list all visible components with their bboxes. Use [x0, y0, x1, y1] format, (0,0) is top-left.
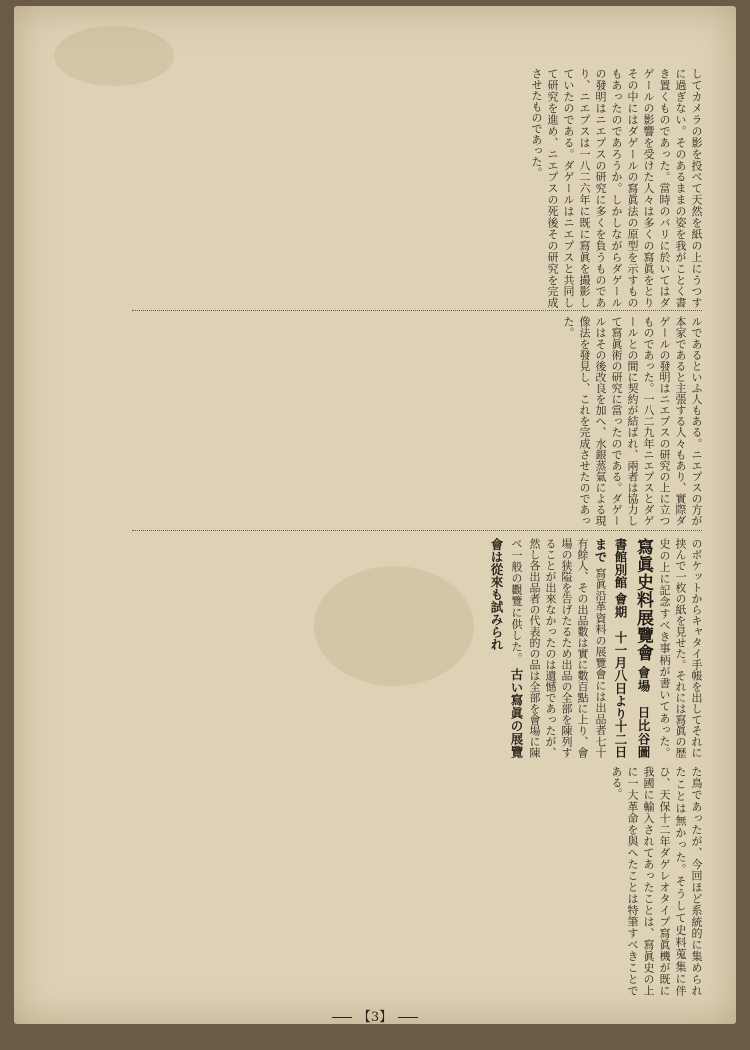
- dotted-divider: [132, 310, 702, 311]
- column-text: ルであるといふ人もある。ニエプスの方が本家であると主張する人々もあり、實際ダゲールの發明はニエプスの研究の上に立つものであった。一八二九年ニエプスとダゲールとの間に契約が結ばれ、兩者は協力して寫眞術の研究に當ったのである。ダゲールはその後改良を加へ、水銀蒸氣による現像法を發見し、これを完成させたのであった。: [562, 316, 703, 526]
- announcement-body: 寫眞沿革資料の展覽會には出品者七十有餘人、その出品數は實に數百點に上り、會場の狭隘を告げたるため出品の全部を陳列することが出來なかったのは遺憾であったが、然し各出品者の代表的の品は全部を會場に陳べ一般の觀覽に供した。: [510, 538, 607, 758]
- page-footer: 【3】: [14, 1006, 736, 1025]
- footer-rule-left: [332, 1017, 352, 1018]
- document-page: [14, 6, 736, 1024]
- dotted-divider: [132, 530, 702, 531]
- text-column-band-1: [64, 68, 704, 308]
- venue-label: 會場: [636, 666, 651, 693]
- text-column-band-4: [64, 766, 704, 996]
- section-lead: 古い寫眞の展覽會は從來も試みられ: [489, 538, 524, 758]
- venue-value: 日比谷圖書館別館: [613, 538, 651, 758]
- page-number: 3: [370, 1010, 380, 1025]
- column-text: してカメラの影を投べて天然を紙の上にうつすに過ぎない。そのあるままの姿を我がことく書き置くものであった。當時のバリに於いてはダゲールの影響を受けた人々は多くの寫眞をとりその中にはダゲールの寫眞法の原型を示すものもあったのであろうか。しかしながらダゲールの發明はニエプスの研究に多くを負うものであり、ニエプスは一八二六年に既に寫眞を撮影していたのである。ダゲールはニエプスと共同して研究を進め、ニエプスの死後その研究を完成させたものであった。: [530, 68, 703, 308]
- column-text: た鳥であったが、今回ほど系統的に集められたことは無かった。そうして史料蒐集に伴ひ、天保十二年ダゲレオタイプ寫眞機が既に我國に輸入されてあったことは、寫眞史の上に一大革命を與へたことは特筆すべきことである。: [610, 766, 703, 996]
- footer-rule-right: [398, 1017, 418, 1018]
- text-column-band-3: [64, 538, 704, 758]
- column-text: のボケットからキャタイ手帳を出してそれに挟んで一枚の紙を見せた。それには寫眞の歴史の上に記念すべき事柄が書いてあった。: [658, 538, 703, 758]
- text-column-band-2: [64, 316, 704, 526]
- announcement-title: 寫眞史料展覽會: [633, 538, 653, 662]
- period-label: 會期: [613, 592, 628, 619]
- period-value: 十一月八日より十二日まで: [593, 538, 628, 758]
